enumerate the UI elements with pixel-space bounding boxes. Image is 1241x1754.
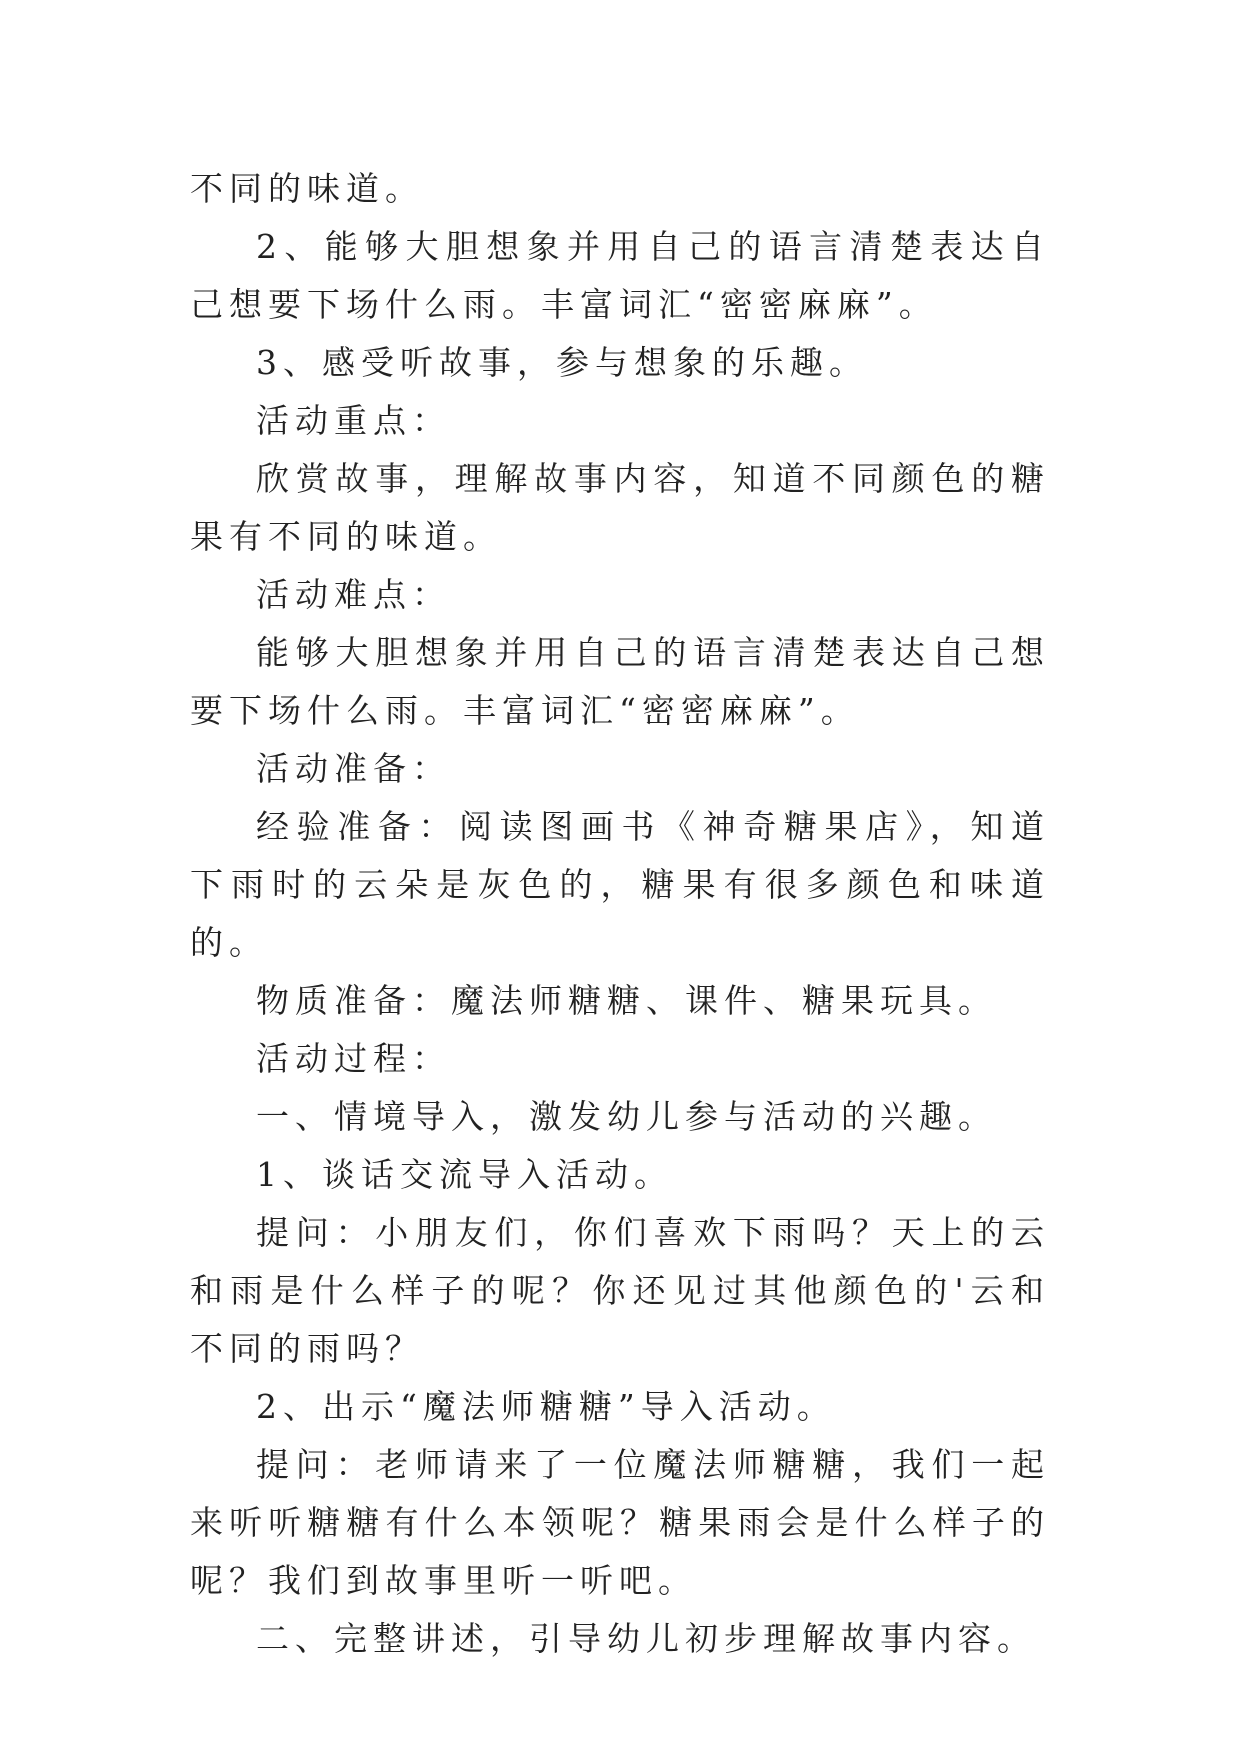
- paragraph: 欣赏故事，理解故事内容，知道不同颜色的糖果有不同的味道。: [190, 459, 1050, 556]
- paragraph: 提问：老师请来了一位魔法师糖糖，我们一起来听听糖糖有什么本领呢？糖果雨会是什么样子的呢？我们到故事里听一听吧。: [190, 1445, 1050, 1600]
- paragraph: 物质准备：魔法师糖糖、课件、糖果玩具。: [256, 981, 997, 1020]
- paragraph: 2、出示“魔法师糖糖”导入活动。: [256, 1387, 836, 1426]
- section-heading: 活动重点：: [256, 401, 451, 440]
- paragraph: 一、情境导入，激发幼儿参与活动的兴趣。: [256, 1097, 997, 1136]
- paragraph: 二、完整讲述，引导幼儿初步理解故事内容。: [256, 1619, 1036, 1658]
- section-heading: 活动难点：: [256, 575, 451, 614]
- paragraph: 能够大胆想象并用自己的语言清楚表达自己想要下场什么雨。丰富词汇“密密麻麻”。: [190, 633, 1050, 730]
- paragraph: 3、感受听故事，参与想象的乐趣。: [256, 343, 868, 382]
- section-heading: 活动准备：: [256, 749, 451, 788]
- paragraph: 提问：小朋友们，你们喜欢下雨吗？天上的云和雨是什么样子的呢？你还见过其他颜色的'云和不同的雨吗？: [190, 1213, 1050, 1368]
- paragraph: 1、谈话交流导入活动。: [256, 1155, 673, 1194]
- document-body: [190, 160, 1050, 1668]
- paragraph: 2、能够大胆想象并用自己的语言清楚表达自己想要下场什么雨。丰富词汇“密密麻麻”。: [190, 227, 1050, 324]
- paragraph: 经验准备：阅读图画书《神奇糖果店》，知道下雨时的云朵是灰色的，糖果有很多颜色和味道的。: [190, 807, 1050, 962]
- paragraph: 不同的味道。: [190, 169, 424, 208]
- section-heading: 活动过程：: [256, 1039, 451, 1078]
